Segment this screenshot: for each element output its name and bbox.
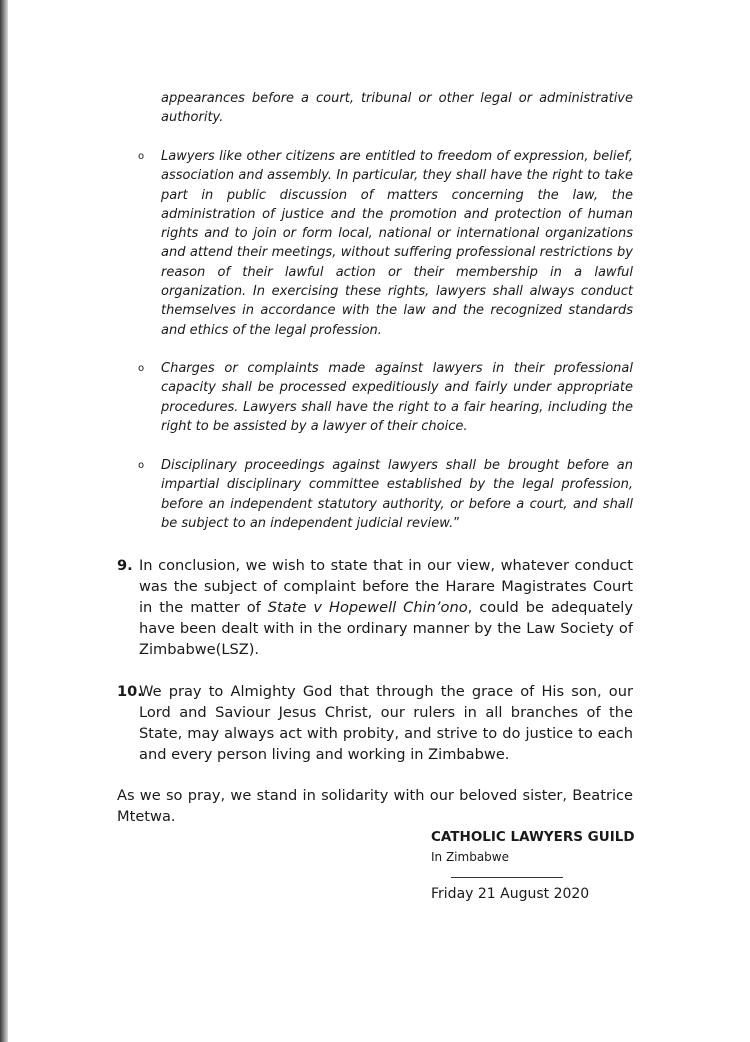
signatory-organization: CATHOLIC LAWYERS GUILD: [431, 829, 635, 845]
bullet-mark: o: [138, 460, 145, 471]
bullet-item: [138, 147, 633, 340]
signature-date: Friday 21 August 2020: [431, 886, 590, 902]
bullet-text: [161, 456, 633, 533]
bullet-item: [138, 359, 633, 436]
closing-quote: ”: [453, 515, 460, 531]
bullet-text-body: Disciplinary proceedings against lawyers shall be brought before an impartial disciplinary committee established by the legal profession, before an independent statutory authority, or before a court, and shall be subject to an independent judicial review.: [161, 458, 633, 531]
paragraph-number: 10.: [117, 683, 143, 700]
bullet-text: Lawyers like other citizens are entitled to freedom of expression, belief, association and assembly. In particular, they shall have the right to take part in public discussion of matters concerning the law, the administration of justice and the promotion and protection of human rights and to join or form local, national or international organizations and attend their meetings, without suffering professional restrictions by reason of their lawful action or their membership in a lawful organization. In exercising these rights, lawyers shall always conduct themselves in accordance with the law and the recognized standards and ethics of the legal profession.: [161, 149, 633, 338]
bullet-item: [138, 456, 633, 533]
signatory-location: In Zimbabwe: [431, 850, 509, 864]
paragraph-number: 9.: [117, 557, 133, 574]
bullet-mark: o: [138, 363, 145, 374]
paragraph-text: [139, 555, 633, 660]
continued-bullet-text: appearances before a court, tribunal or other legal or administrative authority.: [161, 91, 633, 126]
paragraph-10: [117, 681, 633, 765]
paragraph-text: We pray to Almighty God that through the grace of His son, our Lord and Saviour Jesus Christ, our rulers in all branches of the State, may always act with probity, and strive to do justice to each and every person living and working in Zimbabwe.: [139, 683, 633, 763]
page-edge-shadow: [0, 0, 8, 1042]
paragraph-text-start: In conclusion, we wish to state that in our view, whatever conduct was the subject of complaint before the Harare Magistrates Court in the matter of: [139, 557, 633, 616]
closing-statement: As we so pray, we stand in solidarity with our beloved sister, Beatrice Mtetwa.: [117, 787, 633, 825]
paragraph-9: [117, 555, 633, 660]
case-name: State v Hopewell Chin’ono: [267, 599, 468, 616]
signature-line: [451, 877, 563, 878]
bullet-text: Charges or complaints made against lawyers in their professional capacity shall be processed expeditiously and fairly under appropriate procedures. Lawyers shall have the right to a fair hearing, including the right to be assisted by a lawyer of their choice.: [161, 361, 633, 434]
bullet-mark: o: [138, 151, 145, 162]
paragraph-text-end: , could be adequately have been dealt with in the ordinary manner by the Law Society of Zimbabwe(LSZ).: [139, 599, 633, 658]
